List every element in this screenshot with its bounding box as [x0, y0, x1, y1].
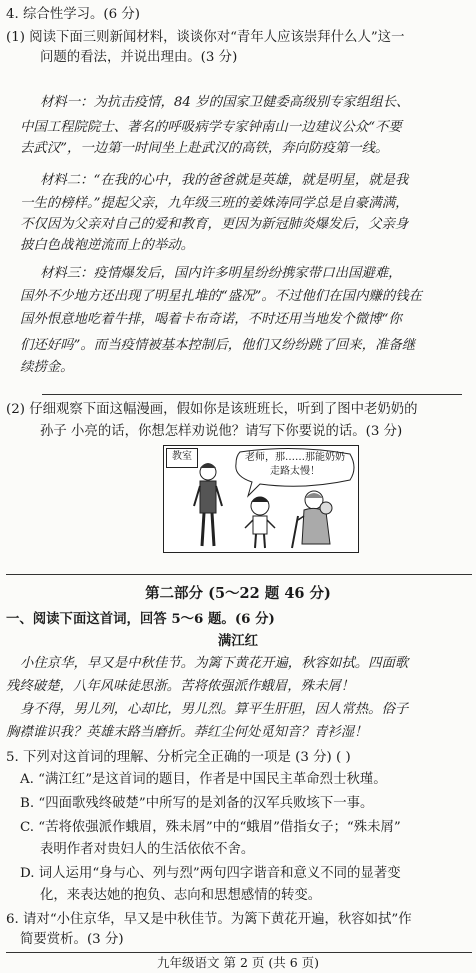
- q6-line1: 6. 请对“小住京华，早又是中秋佳节。为篱下黄花开遍，秋容如拭”作: [6, 912, 412, 927]
- material-2-line3: 不仅因为父亲对自己的爱和教育，更因为新冠肺炎爆发后，父亲身: [20, 217, 409, 232]
- q4-title: 4. 综合性学习。(6 分): [6, 7, 140, 22]
- material-2-line4: 披白色战袍逆流而上的举动。: [20, 238, 195, 253]
- grandmother-figure: [292, 491, 332, 548]
- poem-line-3: 身不得，男儿列，心却比，男儿烈。算平生肝胆，因人常热。俗子: [20, 702, 409, 717]
- q5-stem: 5. 下列对这首词的理解、分析完全正确的一项是 (3 分) ( ): [6, 750, 351, 765]
- q5-option-a: A. “满江红”是这首词的题目，作者是中国民主革命烈士秋瑾。: [20, 772, 387, 787]
- q5-option-c-line1: C. “苦将侬强派作蛾眉，殊未屑”中的“蛾眉”借指女子；“殊未屑”: [20, 820, 401, 835]
- material-3-line1: 材料三：疫情爆发后，国内许多明星纷纷携家带口出国避难，: [40, 266, 402, 281]
- poem-line-1: 小住京华，早又是中秋佳节。为篱下黄花开遍，秋容如拭。四面歌: [20, 656, 409, 671]
- material-3-line3: 国外恨意地吃着牛排，喝着卡布奇诺，不时还用当地发个微博“你: [20, 312, 402, 327]
- material-1-line2: 中国工程院院士、著名的呼吸病学专家钟南山一边建议公众“不要: [20, 120, 402, 135]
- part2-heading: 第二部分 (5～22 题 46 分): [145, 585, 331, 602]
- speech-bubble-line1: 老师，那……那能奶奶: [245, 452, 345, 463]
- q5-option-c-line2: 表明作者对贵妇人的生活依依不舍。: [40, 842, 255, 857]
- q4-sub1-line1: (1) 阅读下面三则新闻材料，谈谈你对“青年人应该崇拜什么人”这一: [6, 30, 405, 45]
- material-3-line5: 续捞金。: [20, 360, 74, 375]
- cartoon-drawing: [164, 446, 359, 553]
- material-3-line4: 们还好吗”。而当疫情被基本控制后，他们又纷纷跳了回来，准备继: [20, 338, 416, 353]
- footer-rule: [6, 952, 472, 953]
- material-1-line3: 去武汉”，一边第一时间坐上赴武汉的高铁，奔向防疫第一线。: [20, 141, 389, 156]
- q4-sub2-line1: (2) 仔细观察下面这幅漫画，假如你是该班班长，听到了图中老奶奶的: [6, 402, 418, 417]
- poem-line-2: 残终破楚，八年风味徒思浙。苦将侬强派作蛾眉，殊未屑！: [6, 679, 355, 694]
- material-2-line2: 一生的榜样。”提起父亲，九年级三班的姜姝涛同学总是自豪满满，: [20, 196, 409, 211]
- q4-sub1-line2: 问题的看法，并说出理由。(3 分): [40, 50, 238, 65]
- answer-line: [42, 394, 462, 395]
- material-3-line2: 国外不少地方还出现了明星扎堆的“盛况”。不过他们在国内赚的钱在: [20, 289, 423, 304]
- q4-sub2-line2: 孙子 小亮的话，你想怎样劝说他？请写下你要说的话。(3 分): [40, 424, 403, 439]
- q5-option-d-line1: D. 词人运用“身与心、列与烈”两句四字谐音和意义不同的显著变: [20, 866, 401, 881]
- q5-option-b: B. “四面歌残终破楚”中所写的是刘备的汉军兵败垓下一事。: [20, 796, 374, 811]
- speech-bubble-line2: 走路太慢！: [270, 466, 320, 477]
- section1-title: 一、阅读下面这首词，回答 5～6 题。(6 分): [6, 611, 275, 627]
- teacher-figure: [194, 463, 222, 546]
- material-1-line1: 材料一：为抗击疫情，84 岁的国家卫健委高级别专家组组长、: [40, 95, 410, 110]
- material-2-line1: 材料二：“在我的心中，我的爸爸就是英雄，就是明星，就是我: [40, 173, 409, 188]
- cartoon-illustration: [163, 445, 359, 553]
- page-footer: 九年级语文 第 2 页 (共 6 页): [157, 955, 319, 970]
- boy-figure: [245, 497, 275, 548]
- poem-title: 满江红: [217, 633, 259, 649]
- classroom-sign: 教室: [166, 448, 198, 468]
- section-divider: [6, 574, 472, 575]
- poem-line-4: 胸襟谁识我？英雄末路当磨折。莽红尘何处觅知音？青衫湿！: [6, 725, 368, 740]
- q6-line2: 简要赏析。(3 分): [20, 932, 124, 947]
- q5-option-d-line2: 化，来表达她的抱负、志向和思想感情的转变。: [40, 888, 322, 903]
